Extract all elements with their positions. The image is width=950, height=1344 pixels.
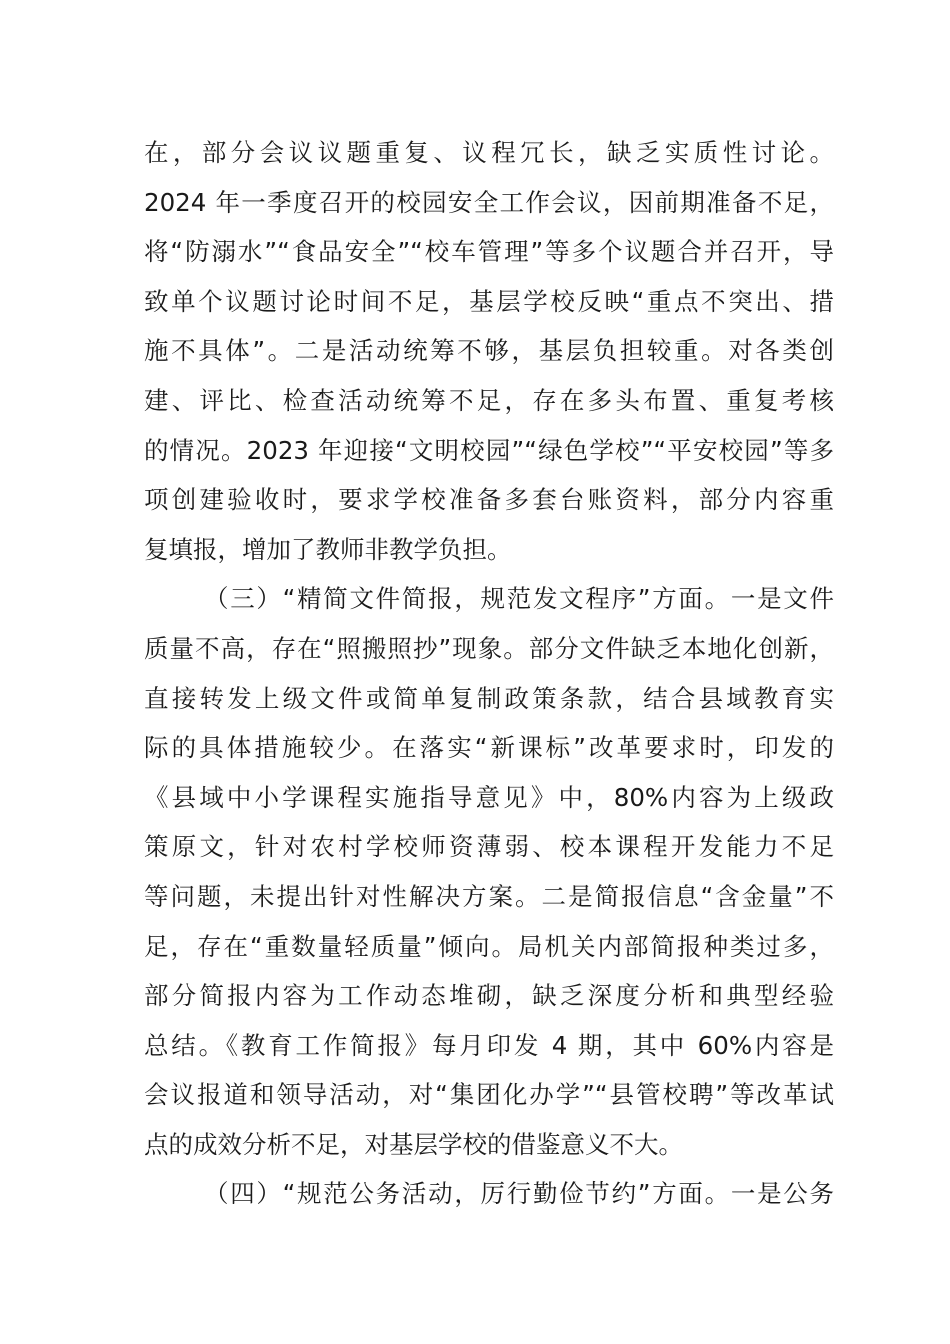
text-line: 足，存在“重数量轻质量”倾向。局机关内部简报种类过多，: [144, 931, 834, 961]
text-line: 2024 年一季度召开的校园安全工作会议，因前期准备不足，: [144, 187, 834, 217]
text-line: 《县域中小学课程实施指导意见》中，80%内容为上级政: [144, 782, 834, 812]
section-heading-line: （四）“规范公务活动，厉行勤俭节约”方面。一是公务: [204, 1179, 834, 1209]
text-line: 的情况。2023 年迎接“文明校园”“绿色学校”“平安校园”等多: [144, 435, 834, 465]
text-line: 总结。《教育工作简报》每月印发 4 期，其中 60%内容是: [144, 1030, 834, 1060]
text-line: 复填报，增加了教师非教学负担。: [144, 534, 512, 564]
text-line: 直接转发上级文件或简单复制政策条款，结合县域教育实: [144, 683, 834, 713]
text-line: 施不具体”。二是活动统筹不够，基层负担较重。对各类创: [144, 336, 834, 366]
section-heading-line: （三）“精简文件简报，规范发文程序”方面。一是文件: [204, 584, 834, 614]
text-line: 际的具体措施较少。在落实“新课标”改革要求时，印发的: [144, 733, 834, 763]
text-line: 将“防溺水”“食品安全”“校车管理”等多个议题合并召开，导: [144, 237, 834, 267]
text-line: 会议报道和领导活动，对“集团化办学”“县管校聘”等改革试: [144, 1080, 834, 1110]
text-line: 质量不高，存在“照搬照抄”现象。部分文件缺乏本地化创新，: [144, 633, 834, 663]
text-line: 等问题，未提出针对性解决方案。二是简报信息“含金量”不: [144, 881, 834, 911]
text-line: 策原文，针对农村学校师资薄弱、校本课程开发能力不足: [144, 832, 834, 862]
text-line: 建、评比、检查活动统筹不足，存在多头布置、重复考核: [144, 385, 834, 415]
text-line: 点的成效分析不足，对基层学校的借鉴意义不大。: [144, 1129, 683, 1159]
text-line: 致单个议题讨论时间不足，基层学校反映“重点不突出、措: [144, 286, 834, 316]
text-line: 在，部分会议议题重复、议程冗长，缺乏实质性讨论。: [144, 138, 834, 167]
text-line: 部分简报内容为工作动态堆砌，缺乏深度分析和典型经验: [144, 981, 834, 1011]
document-body: [144, 128, 834, 1219]
text-line: 项创建验收时，要求学校准备多套台账资料，部分内容重: [144, 485, 834, 515]
